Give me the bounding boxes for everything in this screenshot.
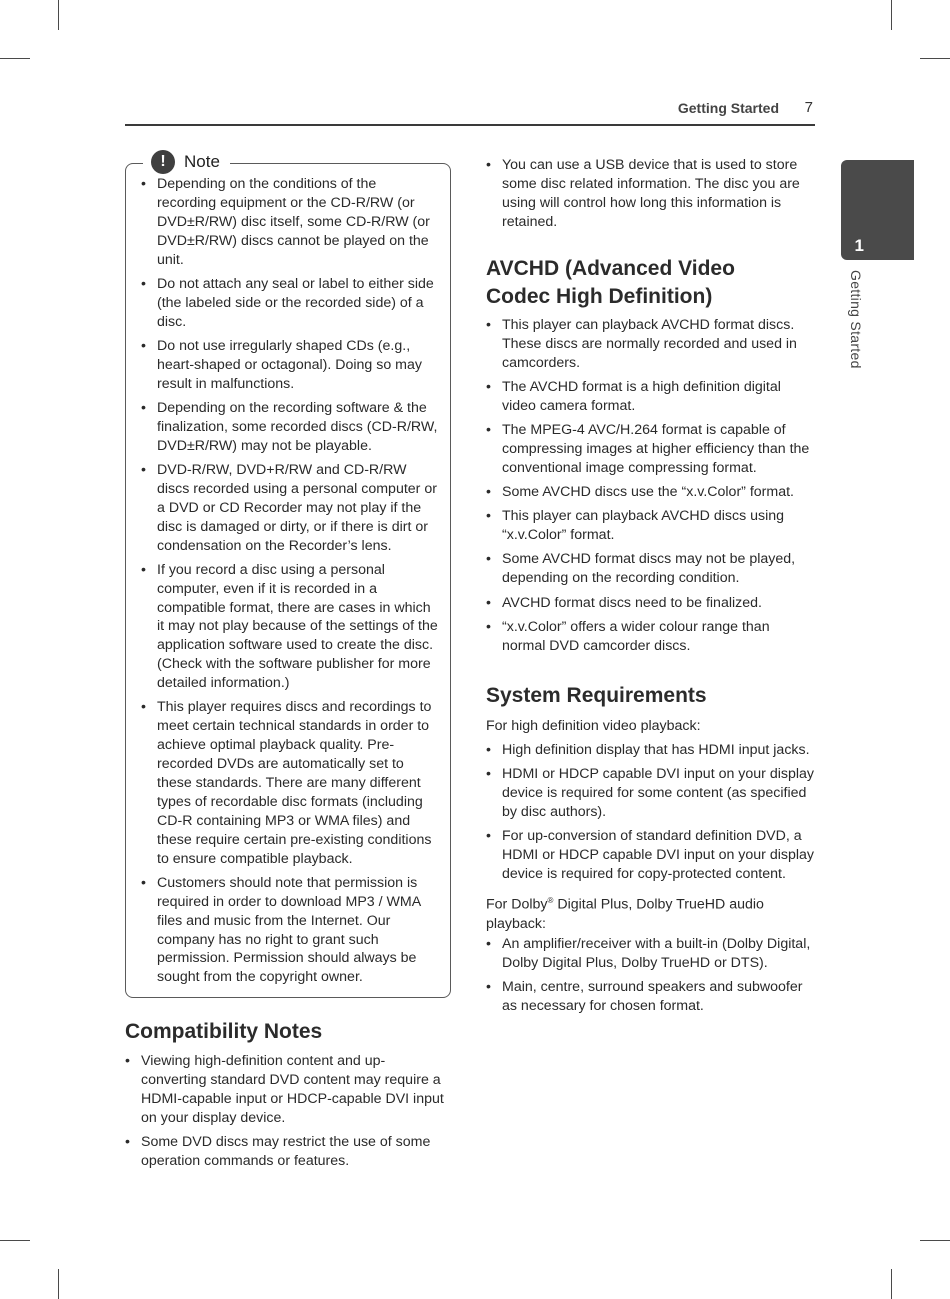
list-item: • This player can playback AVCHD discs using “x.v.Color” format. (486, 507, 816, 545)
list-item: • Some AVCHD discs use the “x.v.Color” format. (486, 483, 816, 502)
crop-mark (58, 1269, 59, 1299)
system-requirements-heading: System Requirements (486, 684, 707, 707)
chapter-tab (841, 160, 914, 260)
list-item: • An amplifier/receiver with a built-in (Dolby Digital, Dolby Digital Plus, Dolby TrueHD or DTS). (486, 935, 816, 973)
crop-mark (920, 58, 950, 59)
header-section-title: Getting Started (677, 100, 779, 116)
list-item: • This player can playback AVCHD format discs. These discs are normally recorded and used in camcorders. (486, 316, 816, 373)
list-item: • You can use a USB device that is used to store some disc related information. The disc you are using will control how long this information is retained. (486, 156, 816, 232)
crop-mark (920, 1240, 950, 1241)
page-header (125, 98, 815, 126)
registered-mark: ® (547, 896, 554, 905)
list-item: • Viewing high-definition content and up-converting standard DVD content may require a HDMI-capable input or HDCP-capable DVI input on your display device. (125, 1052, 450, 1128)
video-requirements-list (486, 741, 816, 889)
crop-mark (891, 0, 892, 30)
list-item: • If you record a disc using a personal computer, even if it is recorded in a compatible format, there are cases in which it may not play because of the settings of the application software used to create the disc. (Check with the software publisher for more detailed information.) (141, 561, 438, 693)
list-item: • Depending on the conditions of the recording equipment or the CD-R/RW (or DVD±R/RW) disc itself, some CD-R/RW (or DVD±R/RW) discs cannot be played on the unit. (141, 175, 438, 270)
compatibility-heading: Compatibility Notes (125, 1020, 323, 1043)
list-item: • Some DVD discs may restrict the use of some operation commands or features. (125, 1133, 450, 1171)
audio-intro-text: Digital Plus, Dolby TrueHD audio playback: (486, 896, 764, 932)
list-item: • DVD-R/RW, DVD+R/RW and CD-R/RW discs recorded using a personal computer or a DVD or CD Recorder may not play if the disc is damaged or dirty, or if there is dirt or condensation on the Recorder’s lens. (141, 461, 438, 556)
chapter-number: 1 (854, 236, 864, 255)
exclamation-icon: ! (151, 150, 175, 174)
list-item: • This player requires discs and recordings to meet certain technical standards in order to achieve optimal playback quality. Pre-recorded DVDs are automatically set to these standards. There are many different types of recordable disc formats (including CD-R containing MP3 or WMA files) and these require certain pre-existing conditions to ensure compatible playback. (141, 698, 438, 868)
audio-playback-intro (486, 892, 786, 934)
list-item: • AVCHD format discs need to be finalized. (486, 594, 816, 613)
audio-requirements-list (486, 935, 816, 1021)
usb-list (486, 156, 816, 237)
chapter-label: Getting Started (848, 270, 864, 369)
compatibility-list (125, 1052, 450, 1176)
crop-mark (891, 1269, 892, 1299)
note-list (141, 175, 438, 993)
list-item: • HDMI or HDCP capable DVI input on your display device is required for some content (as specified by disc authors). (486, 765, 816, 822)
list-item: • “x.v.Color” offers a wider colour range than normal DVD camcorder discs. (486, 618, 816, 656)
list-item: • The AVCHD format is a high definition digital video camera format. (486, 378, 816, 416)
crop-mark (58, 0, 59, 30)
list-item: • Do not use irregularly shaped CDs (e.g., heart-shaped or octagonal). Doing so may result in malfunctions. (141, 337, 438, 394)
avchd-heading: AVCHD (Advanced Video Codec High Definition) (486, 257, 735, 308)
note-title: Note (184, 152, 220, 171)
list-item: • For up-conversion of standard definition DVD, a HDMI or HDCP capable DVI input on your display device is required for copy-protected content. (486, 827, 816, 884)
list-item: • Main, centre, surround speakers and subwoofer as necessary for chosen format. (486, 978, 816, 1016)
crop-mark (0, 58, 30, 59)
video-playback-intro: For high definition video playback: (486, 718, 701, 734)
audio-intro-text: For Dolby (486, 896, 548, 913)
crop-mark (0, 1240, 30, 1241)
note-header (143, 149, 230, 175)
list-item: • Do not attach any seal or label to either side (the labeled side or the recorded side) of a disc. (141, 275, 438, 332)
list-item: • Depending on the recording software & the finalization, some recorded discs (CD-R/RW, DVD±R/RW) may not be playable. (141, 399, 438, 456)
list-item: • High definition display that has HDMI input jacks. (486, 741, 816, 760)
list-item: • Some AVCHD format discs may not be played, depending on the recording condition. (486, 550, 816, 588)
page-number: 7 (804, 99, 813, 116)
list-item: • Customers should note that permission is required in order to download MP3 / WMA files and music from the Internet. Our company has no right to grant such permission. Permission should always be sought from the copyright owner. (141, 874, 438, 987)
avchd-list (486, 316, 816, 661)
list-item: • The MPEG-4 AVC/H.264 format is capable of compressing images at higher efficiency than the conventional image compressing format. (486, 421, 816, 478)
